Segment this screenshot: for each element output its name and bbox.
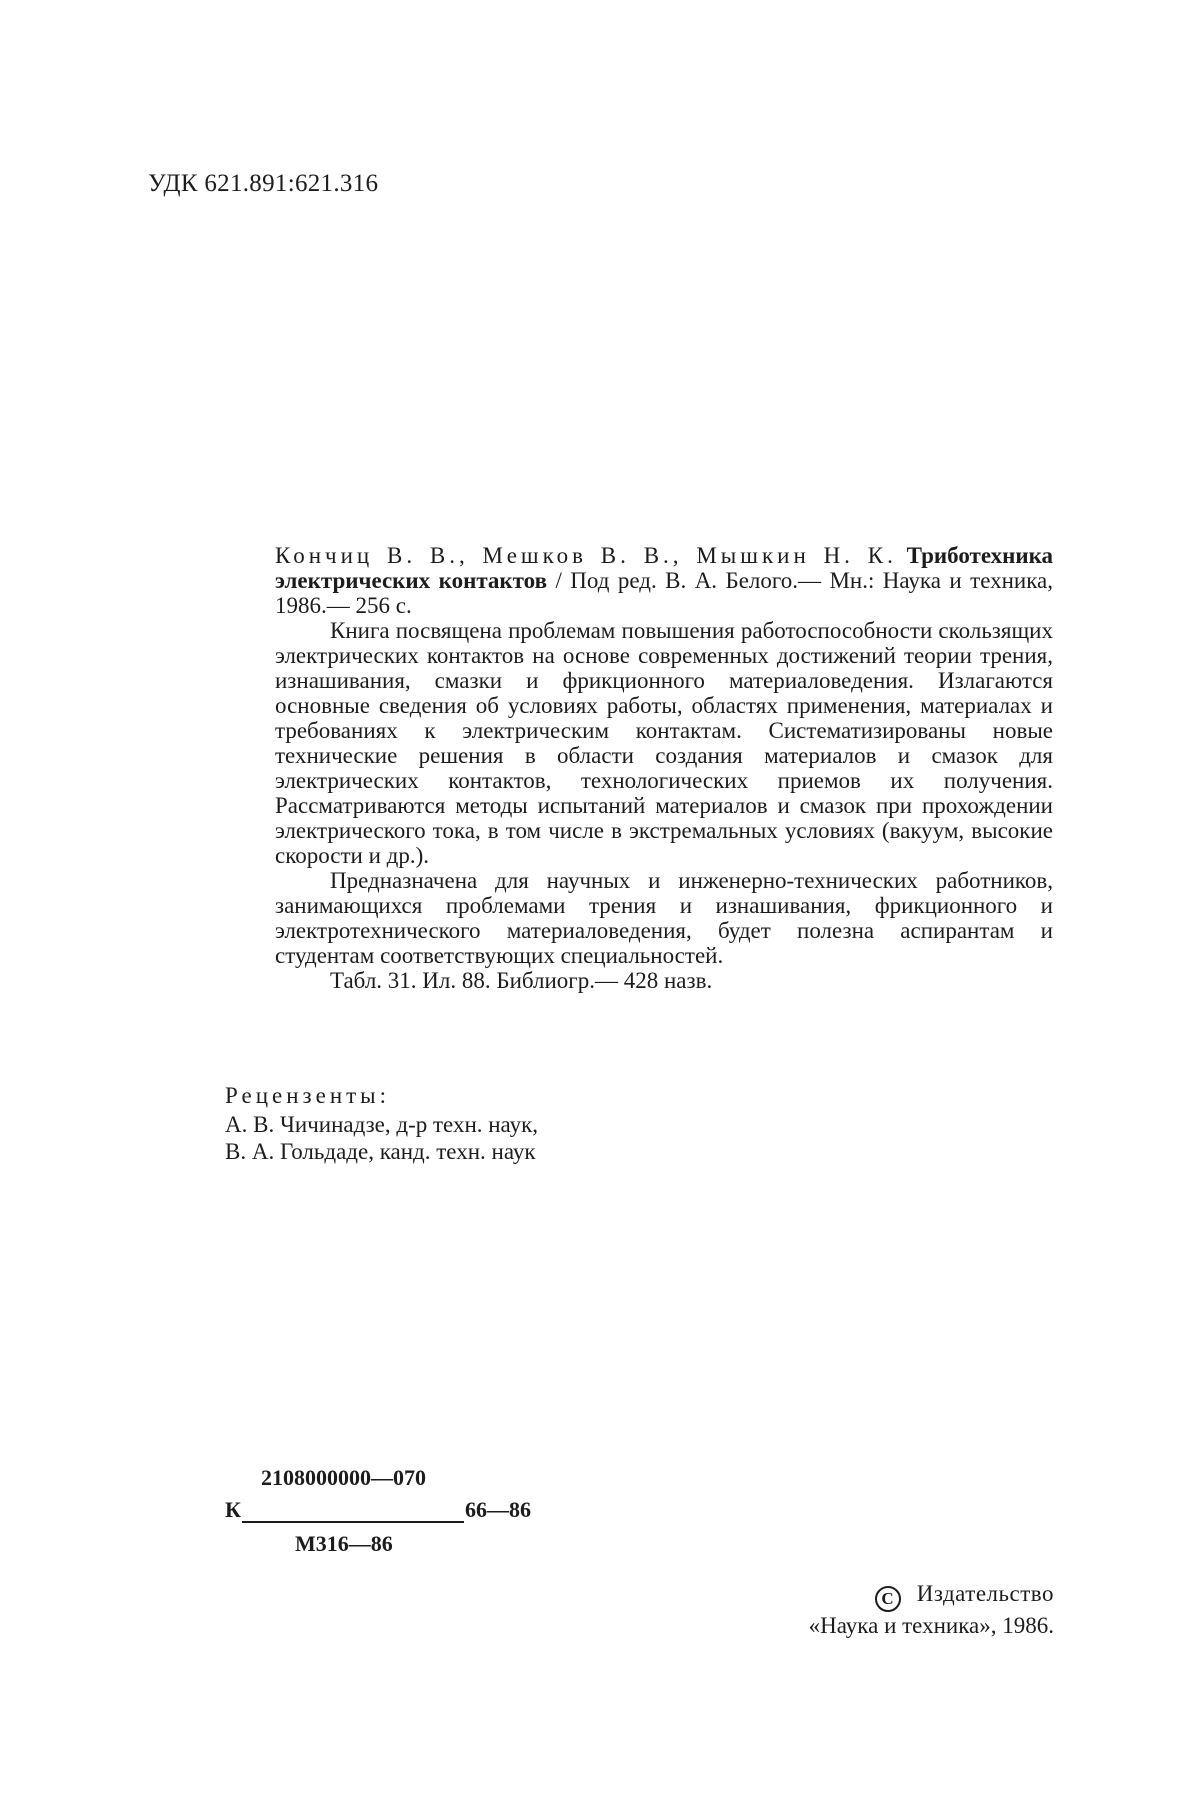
reviewer-2: В. А. Гольдаде, канд. техн. наук	[225, 1139, 536, 1164]
catalog-code-prefix: К	[225, 1497, 241, 1522]
reviewers-heading: Рецензенты:	[225, 1083, 391, 1108]
abstract-paragraph-1: Книга посвящена проблемам повышения работоспособности скользящих электрических контактов на основе современных достижений теории трения, изнашивания, смазки и фрикционного материаловедения. Излагаются основные сведения об условиях работы, областях применения, материалах и требованиях к электрическим контактам. Систематизированы новые технические решения в области создания материалов и смазок для электрических контактов, технологических приемов их получения. Рассматриваются методы испытаний материалов и смазок при прохождении электрического тока, в том числе в экстремальных условиях (вакуум, высокие скорости и др.).	[275, 618, 1053, 868]
citation-title: Триботехника электрических контактов	[275, 543, 1053, 593]
catalog-code-denominator: М316—86	[295, 1531, 393, 1556]
catalog-code-line	[225, 1497, 531, 1523]
abstract-counts: Табл. 31. Ил. 88. Библиогр.— 428 назв.	[330, 968, 713, 993]
citation	[275, 543, 1053, 618]
copyright-line-2: «Наука и техника», 1986.	[808, 1613, 1054, 1638]
catalog-code-numerator: 2108000000—070	[261, 1465, 426, 1490]
catalog-code-suffix: 66—86	[464, 1497, 531, 1522]
reviewer-1: А. В. Чичинадзе, д-р техн. наук,	[225, 1112, 539, 1137]
fraction-rule	[242, 1521, 464, 1523]
publisher-label: Издательство	[916, 1581, 1054, 1606]
udk-code: УДК 621.891:621.316	[148, 170, 379, 197]
abstract-paragraph-2: Предназначена для научных и инженерно-технических работников, занимающихся проблемами трения и изнашивания, фрикционного и электротехнического материаловедения, будет полезна аспирантам и студентам соответствующих специальностей.	[275, 868, 1053, 968]
reviewers-block	[225, 1082, 538, 1165]
citation-publication: / Под ред. В. А. Белого.— Мн.: Наука и техника, 1986.— 256 с.	[275, 568, 1054, 618]
copyright-block	[809, 1580, 1054, 1640]
copyright-icon: C	[875, 1586, 901, 1612]
copyright-line-1	[809, 1580, 1054, 1612]
bibliographic-description	[275, 543, 1053, 993]
citation-authors: Кончиц В. В., Мешков В. В., Мышкин Н. К.	[275, 543, 897, 568]
catalog-code	[225, 1465, 565, 1575]
